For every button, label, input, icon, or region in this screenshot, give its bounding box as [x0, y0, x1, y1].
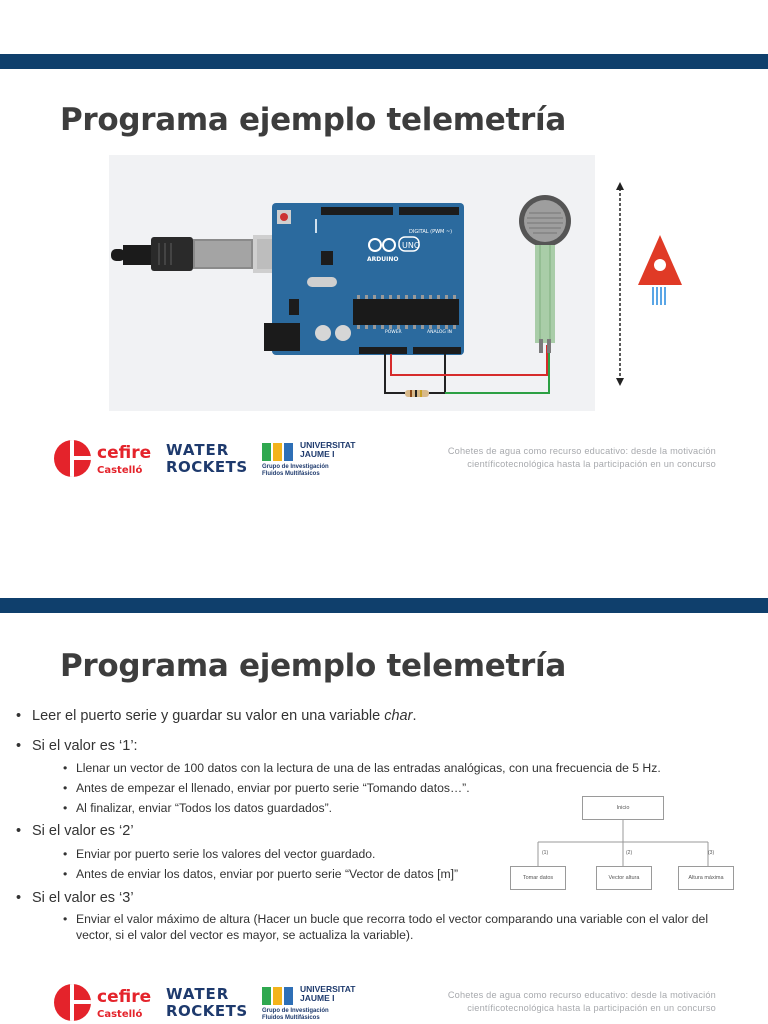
bullet-item: • Si el valor es ‘3’ — [16, 890, 134, 906]
cefire-logo: cefire Castelló — [54, 984, 154, 1024]
rocket-icon — [638, 235, 682, 307]
svg-text:POWER: POWER — [385, 330, 402, 335]
height-arrow-icon — [612, 182, 628, 386]
resistor-icon — [405, 390, 429, 397]
footer — [0, 434, 768, 488]
sub-bullet-item: • Llenar un vector de 100 datos con la lectura de una de las entradas analógicas, con una frecuencia de 5 Hz. — [76, 760, 661, 776]
water-rockets-logo: WATER ROCKETS — [166, 441, 248, 476]
uji-logo: UNIVERSITAT JAUME I Grupo de Investigación Fluidos Multifásicos — [262, 984, 356, 1021]
slide-title: Programa ejemplo telemetría — [60, 102, 566, 138]
uji-mark-icon — [262, 443, 296, 461]
sub-bullet-item: • Antes de empezar el llenado, enviar por puerto serie “Tomando datos…”. — [76, 780, 470, 796]
uji-mark-icon — [262, 987, 296, 1005]
header-bar — [0, 598, 768, 613]
footer-caption: Cohetes de agua como recurso educativo: desde la motivación científicotecnológica hasta la participación en un concurso — [447, 990, 716, 1013]
flow-box: Vector altura — [596, 866, 652, 890]
force-sensor-icon — [519, 195, 571, 353]
svg-text:ARDUINO: ARDUINO — [367, 256, 399, 263]
svg-text:DIGITAL (PWM ~): DIGITAL (PWM ~) — [409, 229, 453, 235]
cefire-mark-icon — [54, 440, 91, 477]
slide-2 — [0, 544, 768, 1024]
flow-box-root: Inicio — [582, 796, 664, 820]
bullet-item: • Si el valor es ‘1’: — [16, 738, 138, 754]
footer-caption: Cohetes de agua como recurso educativo: desde la motivación científicotecnológica hasta la participación en un concurso — [447, 446, 716, 469]
svg-text:UNO: UNO — [402, 241, 421, 250]
svg-text:ANALOG IN: ANALOG IN — [427, 330, 453, 335]
sub-bullet-item: • Al finalizar, enviar “Todos los datos guardados”. — [76, 800, 332, 816]
sub-bullet-item: • Antes de enviar los datos, enviar por puerto serie “Vector de datos [m]” — [76, 866, 458, 882]
slide-title: Programa ejemplo telemetría — [60, 648, 566, 684]
flow-box: Tomar datos — [510, 866, 566, 890]
header-bar — [0, 54, 768, 69]
circuit-diagram — [109, 155, 595, 411]
arduino-board-icon — [264, 203, 464, 355]
slide-gap — [0, 512, 768, 544]
bullet-item: • Si el valor es ‘2’ — [16, 823, 134, 839]
footer — [0, 978, 768, 1024]
cefire-mark-icon — [54, 984, 91, 1021]
sub-bullet-item: • Enviar por puerto serie los valores del vector guardado. — [76, 846, 375, 862]
uji-logo: UNIVERSITAT JAUME I Grupo de Investigación Fluidos Multifásicos — [262, 440, 356, 477]
sub-bullet-item: • Enviar el valor máximo de altura (Hacer un bucle que recorra todo el vector comparando una variable con el valor del vector, si el valor del vector es mayor, se actualiza la variable). — [76, 911, 746, 943]
circuit-svg — [109, 155, 595, 411]
water-rockets-logo: WATER ROCKETS — [166, 985, 248, 1020]
bullet-item: • Leer el puerto serie y guardar su valor en una variable char. — [16, 708, 416, 724]
flow-box: Altura máxima — [678, 866, 734, 890]
flow-diagram: Inicio (1) (2) (3) Tomar datos Vector altura Altura máxima — [508, 792, 738, 892]
cefire-logo: cefire Castelló — [54, 440, 154, 480]
